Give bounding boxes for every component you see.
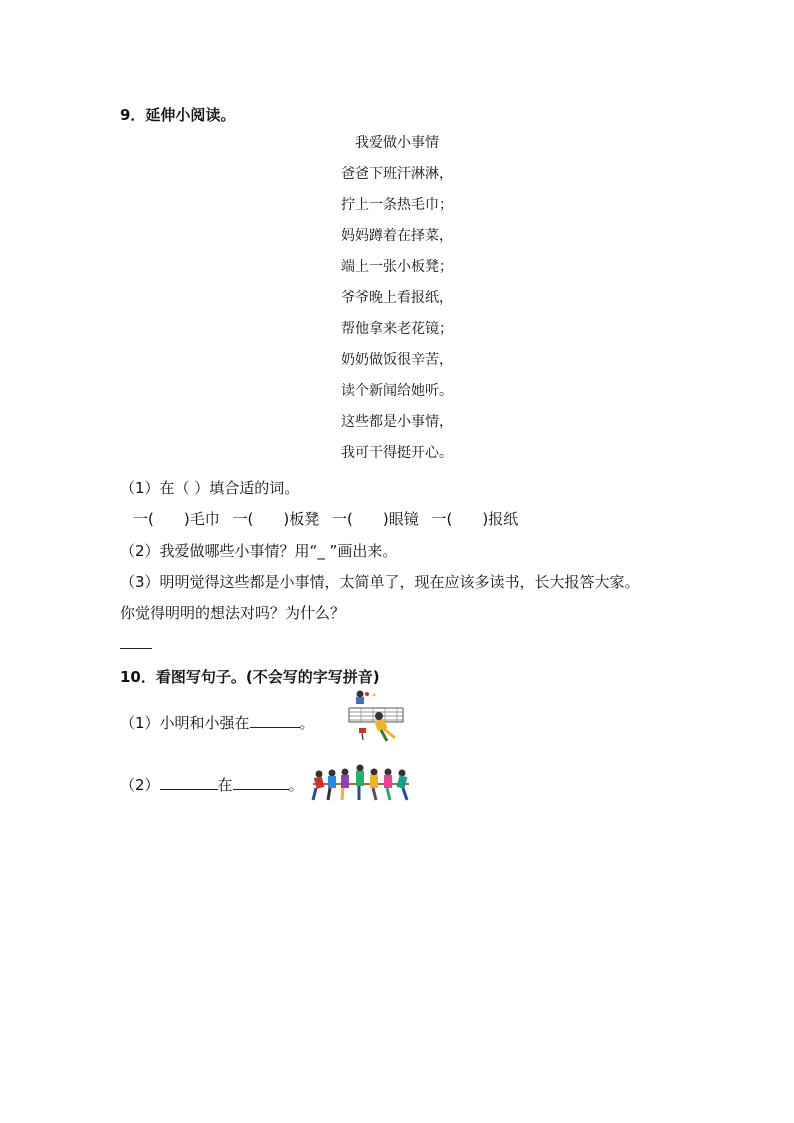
sentence-1-suffix: 。 (299, 714, 315, 732)
poem-line: 读个新闻给她听。 (341, 383, 453, 399)
question-10-title: 10．看图写句子。(不会写的字写拼音) (120, 668, 380, 686)
answer-line[interactable] (120, 648, 152, 649)
fill-item-towel[interactable]: 一( )毛巾 (133, 510, 220, 528)
picture-sentence-1 (120, 712, 315, 733)
answer-blank[interactable] (250, 713, 300, 728)
tug-of-war-illustration (311, 762, 411, 804)
fill-item-newspaper[interactable]: 一( )报纸 (431, 510, 519, 528)
sentence-1-prefix: （1）小明和小强在 (120, 714, 250, 732)
fill-item-glasses[interactable]: 一( )眼镜 (332, 510, 419, 528)
poem-line: 拧上一条热毛巾； (341, 197, 453, 213)
poem-line: 端上一张小板凳； (341, 259, 453, 275)
poem-line: 奶奶做饭很辛苦， (341, 352, 453, 368)
question-9-title: 9．延伸小阅读。 (120, 106, 236, 124)
sub-question-3: （3）明明觉得这些都是小事情，太简单了，现在应该多读书，长大报答大家。 (120, 573, 640, 591)
picture-sentence-2 (120, 774, 304, 795)
poem-line: 爷爷晚上看报纸， (341, 290, 453, 306)
sentence-2-suffix: 。 (288, 776, 304, 794)
answer-blank[interactable] (160, 775, 218, 790)
sub-question-1: （1）在（ ）填合适的词。 (120, 479, 300, 497)
fill-item-stool[interactable]: 一( )板凳 (232, 510, 320, 528)
poem-line: 这些都是小事情， (341, 414, 453, 430)
fill-in-row (133, 508, 526, 529)
poem-line: 爸爸下班汗淋淋， (341, 166, 453, 182)
ping-pong-illustration (343, 688, 407, 744)
poem-title: 我爱做小事情 (355, 135, 439, 151)
poem-line: 帮他拿来老花镜； (341, 321, 453, 337)
sentence-2-mid: 在 (217, 776, 233, 794)
sub-question-3-continued: 你觉得明明的想法对吗？为什么？ (120, 604, 346, 622)
poem-line: 妈妈蹲着在择菜， (341, 228, 453, 244)
sentence-2-prefix: （2） (120, 776, 160, 794)
poem (0, 132, 794, 473)
poem-line: 我可干得挺开心。 (341, 445, 453, 461)
sub-question-2: （2）我爱做哪些小事情？用“_ ”画出来。 (120, 542, 398, 560)
answer-blank[interactable] (233, 775, 289, 790)
